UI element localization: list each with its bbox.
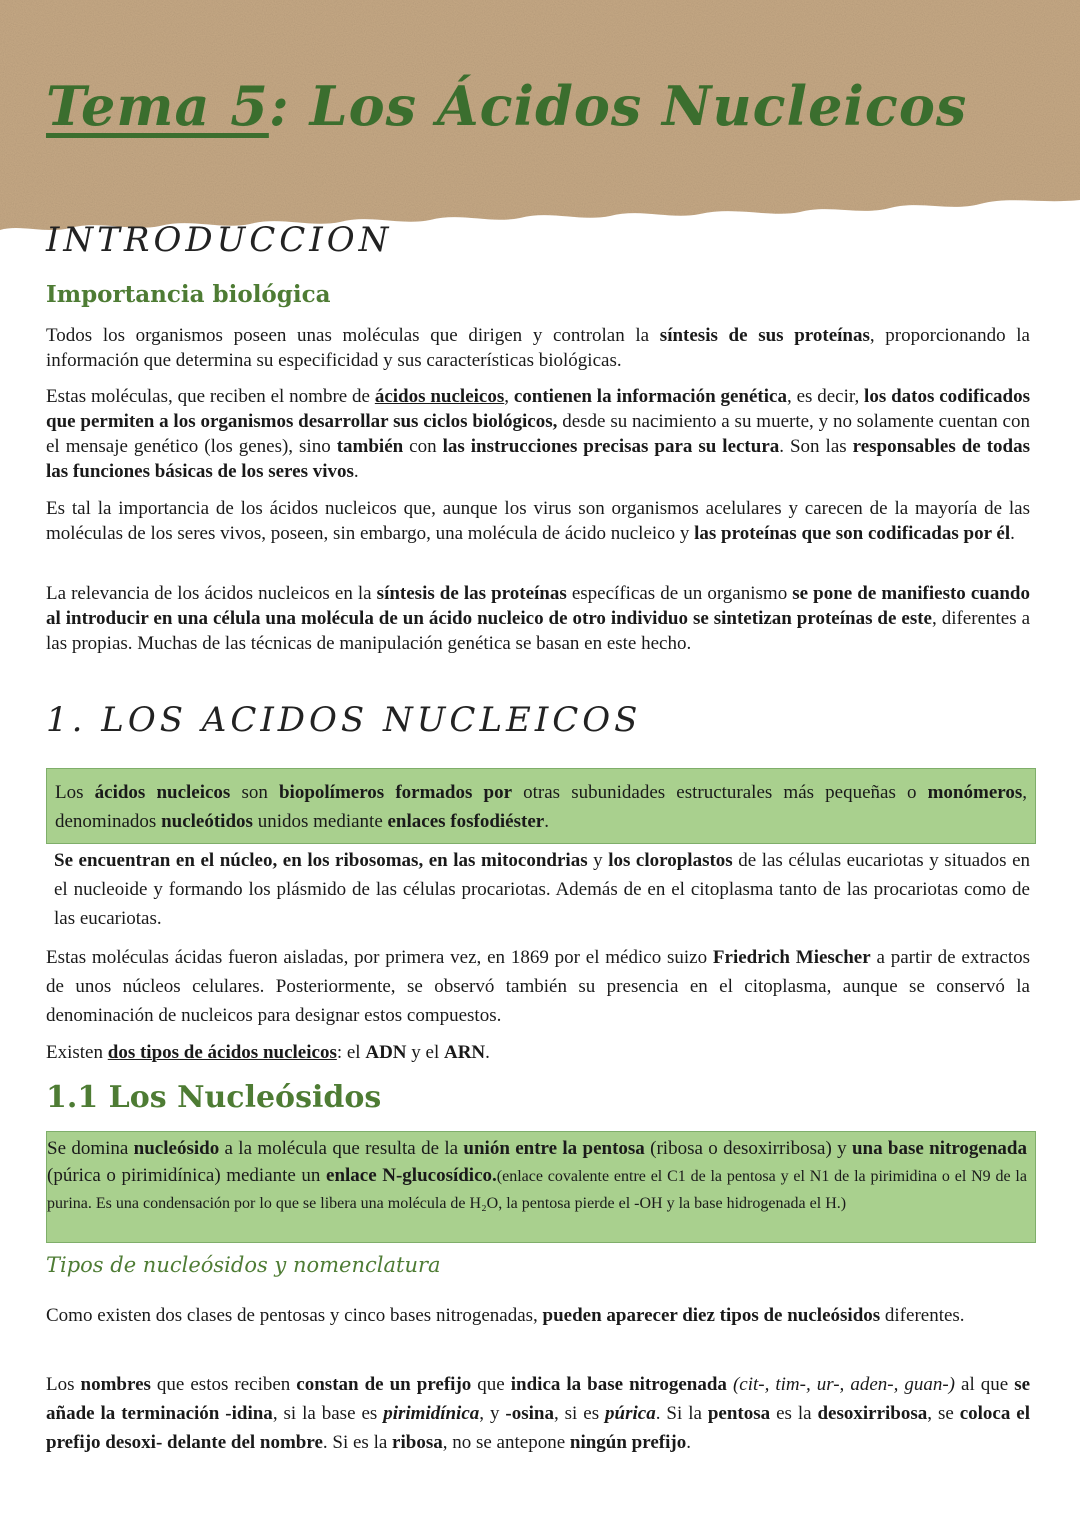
section-1-paragraph-location: Se encuentran en el núcleo, en los ribosomas, en las mitocondrias y los cloroplastos de las células eucariotas y situados en el nucleoide y formando los plásmido de las células procariotas. Además de en el citoplasma tanto de las procariotas como de las eucariotas. (54, 850, 1031, 929)
definition-text: Los ácidos nucleicos son biopolímeros formados por otras subunidades estructurales más pequeñas o monómeros, denominados nucleótidos unidos mediante enlaces fosfodiéster. (55, 782, 1027, 832)
title-topic-number: Tema 5 (46, 74, 269, 138)
section-1-heading: 1. LOS ACIDOS NUCLEICOS (46, 700, 642, 740)
title-subject: Los Ácidos Nucleicos (309, 74, 968, 138)
definition-box-nucleoside (46, 1131, 1036, 1243)
intro-subheading: Importancia biológica (46, 281, 331, 308)
definition-box-nucleic-acids (46, 768, 1036, 844)
section-1-paragraph-history: Estas moléculas ácidas fueron aisladas, por primera vez, en 1869 por el médico suizo Friedrich Miescher a partir de extractos de unos núcleos celulares. Posteriormente, se observó también su presencia en el citoplasma, aunque se conservó la denominación de nucleicos para designar estos compuestos. (46, 947, 1030, 1026)
intro-paragraph-3: Es tal la importancia de los ácidos nucleicos que, aunque los virus son organismos acelulares y carecen de la mayoría de las moléculas de los seres vivos, poseen, sin embargo, una molécula de ácido nucleico y las proteínas que son codificadas por él. (46, 498, 1030, 544)
intro-paragraph-1: Todos los organismos poseen unas moléculas que dirigen y controlan la síntesis de sus proteínas, proporcionando la información que determina su especificidad y sus características biológicas. (46, 325, 1030, 371)
nucleoside-definition: Se domina nucleósido a la molécula que resulta de la unión entre la pentosa (ribosa o desoxirribosa) y una base nitrogenada (púrica o pirimidínica) mediante un enlace N-glucosídico.(enlace covalente entre el C1 de la pentosa y el N1 de la pirimidina o el N9 de la purina. Es una condensación por lo que se libera una molécula de H₂O, la pentosa pierde el -OH y la base hidrogenada el H.) (47, 1138, 1027, 1212)
page-title (46, 74, 967, 138)
header-banner (0, 0, 1080, 240)
section-1-1-heading: 1.1 Los Nucleósidos (46, 1080, 382, 1115)
nomenclature-subheading: Tipos de nucleósidos y nomenclatura (46, 1253, 441, 1277)
nucleoside-types-paragraph: Como existen dos clases de pentosas y cinco bases nitrogenadas, pueden aparecer diez tipos de nucleósidos diferentes. (46, 1305, 965, 1326)
intro-paragraph-4: La relevancia de los ácidos nucleicos en la síntesis de las proteínas específicas de un organismo se pone de manifiesto cuando al introducir en una célula una molécula de un ácido nucleico de otro individuo se sintetizan proteínas de este, diferentes a las propias. Muchas de las técnicas de manipulación genética se basan en este hecho. (46, 583, 1030, 654)
section-1-paragraph-types: Existen dos tipos de ácidos nucleicos: el ADN y el ARN. (46, 1042, 490, 1063)
nucleoside-note: (enlace covalente entre el C1 de la pentosa y el N1 de la pirimidina o el N9 de la purina. Es una condensación por lo que se libera una molécula de H₂O, la pentosa pierde el -OH y la base hidrogenada el H.) (47, 1168, 1027, 1212)
nucleoside-naming-paragraph: Los nombres que estos reciben constan de un prefijo que indica la base nitrogenada (cit-, tim-, ur-, aden-, guan-) al que se añade la terminación -idina, si la base es pirimidínica, y -osina, si es púrica. Si la pentosa es la desoxirribosa, se coloca el prefijo desoxi- delante del nombre. Si es la ribosa, no se antepone ningún prefijo. (46, 1374, 1031, 1453)
title-colon: : (268, 74, 290, 138)
intro-paragraph-2: Estas moléculas, que reciben el nombre de ácidos nucleicos, contienen la información genética, es decir, los datos codificados que permiten a los organismos desarrollar sus ciclos biológicos, desde su nacimiento a su muerte, y no solamente cuentan con el mensaje genético (los genes), sino también con las instrucciones precisas para su lectura. Son las responsables de todas las funciones básicas de los seres vivos. (46, 386, 1030, 482)
intro-heading: INTRODUCCION (46, 220, 393, 260)
